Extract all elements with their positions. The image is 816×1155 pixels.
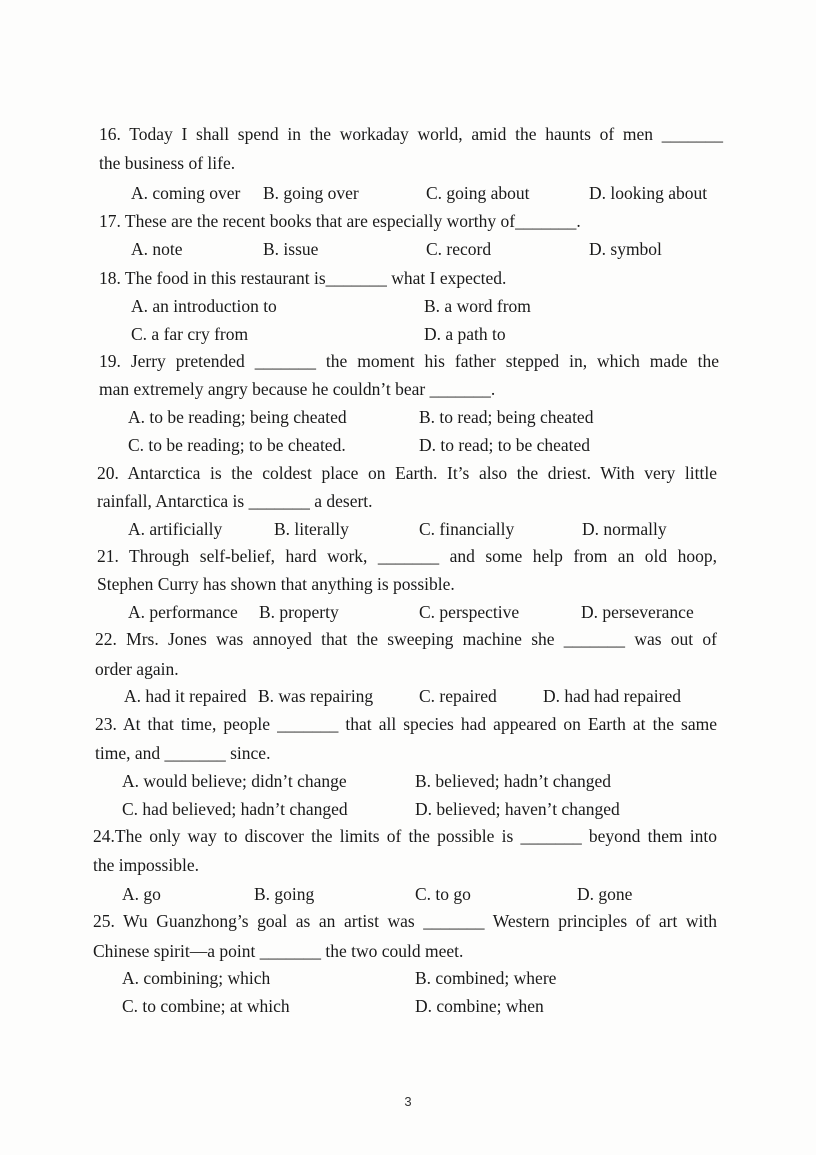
option-b: B. literally bbox=[274, 519, 349, 539]
option-c: C. going about bbox=[426, 183, 530, 203]
option-d: D. believed; haven’t changed bbox=[415, 799, 620, 819]
option-d: D. normally bbox=[582, 519, 667, 539]
question-stem-line: 24.The only way to discover the limits of the possible is _______ beyond them into bbox=[93, 826, 717, 846]
option-a: A. had it repaired bbox=[124, 686, 247, 706]
question-stem-line: 21. Through self-belief, hard work, _______ and some help from an old hoop, bbox=[97, 546, 717, 566]
option-c: C. to combine; at which bbox=[122, 996, 290, 1016]
question-stem-line: 20. Antarctica is the coldest place on Earth. It’s also the driest. With very little bbox=[97, 463, 717, 483]
option-a: A. would believe; didn’t change bbox=[122, 771, 347, 791]
question-stem-line: 25. Wu Guanzhong’s goal as an artist was _______ Western principles of art with bbox=[93, 911, 717, 931]
question-stem-line: 18. The food in this restaurant is_______ what I expected. bbox=[99, 268, 507, 288]
option-d: D. combine; when bbox=[415, 996, 544, 1016]
option-c: C. perspective bbox=[419, 602, 520, 622]
question-stem-line: rainfall, Antarctica is _______ a desert. bbox=[97, 491, 373, 511]
option-d: D. looking about bbox=[589, 183, 708, 203]
option-b: B. to read; being cheated bbox=[419, 407, 594, 427]
option-d: D. perseverance bbox=[581, 602, 694, 622]
option-b: B. going bbox=[254, 884, 315, 904]
option-c: C. record bbox=[426, 239, 492, 259]
option-a: A. performance bbox=[128, 602, 238, 622]
question-stem-line: time, and _______ since. bbox=[95, 743, 271, 763]
option-b: B. issue bbox=[263, 239, 319, 259]
page-number: 3 bbox=[404, 1094, 412, 1109]
option-d: D. symbol bbox=[589, 239, 662, 259]
option-b: B. property bbox=[259, 602, 339, 622]
option-d: D. gone bbox=[577, 884, 633, 904]
option-d: D. had had repaired bbox=[543, 686, 681, 706]
option-c: C. a far cry from bbox=[131, 324, 249, 344]
option-b: B. believed; hadn’t changed bbox=[415, 771, 612, 791]
option-b: B. going over bbox=[263, 183, 359, 203]
option-c: C. to be reading; to be cheated. bbox=[128, 435, 346, 455]
option-d: D. a path to bbox=[424, 324, 506, 344]
option-a: A. go bbox=[122, 884, 161, 904]
question-stem-line: 19. Jerry pretended _______ the moment his father stepped in, which made the bbox=[99, 351, 719, 371]
option-c: C. to go bbox=[415, 884, 471, 904]
question-stem-line: 17. These are the recent books that are especially worthy of_______. bbox=[99, 211, 581, 231]
question-stem-line: Stephen Curry has shown that anything is possible. bbox=[97, 574, 455, 594]
question-stem-line: the business of life. bbox=[99, 153, 236, 173]
option-d: D. to read; to be cheated bbox=[419, 435, 591, 455]
question-stem-line: 16. Today I shall spend in the workaday world, amid the haunts of men _______ bbox=[99, 124, 723, 144]
option-a: A. combining; which bbox=[122, 968, 271, 988]
option-b: B. a word from bbox=[424, 296, 531, 316]
option-c: C. had believed; hadn’t changed bbox=[122, 799, 348, 819]
option-b: B. combined; where bbox=[415, 968, 557, 988]
question-stem-line: man extremely angry because he couldn’t bear _______. bbox=[99, 379, 496, 399]
option-c: C. financially bbox=[419, 519, 515, 539]
option-a: A. coming over bbox=[131, 183, 241, 203]
option-a: A. note bbox=[131, 239, 183, 259]
question-stem-line: order again. bbox=[95, 659, 179, 679]
question-stem-line: 22. Mrs. Jones was annoyed that the sweeping machine she _______ was out of bbox=[95, 629, 717, 649]
option-a: A. an introduction to bbox=[131, 296, 277, 316]
question-stem-line: Chinese spirit—a point _______ the two could meet. bbox=[93, 941, 464, 961]
question-stem-line: 23. At that time, people _______ that all species had appeared on Earth at the same bbox=[95, 714, 717, 734]
question-stem-line: the impossible. bbox=[93, 855, 199, 875]
option-a: A. to be reading; being cheated bbox=[128, 407, 347, 427]
option-a: A. artificially bbox=[128, 519, 223, 539]
option-b: B. was repairing bbox=[258, 686, 374, 706]
option-c: C. repaired bbox=[419, 686, 497, 706]
